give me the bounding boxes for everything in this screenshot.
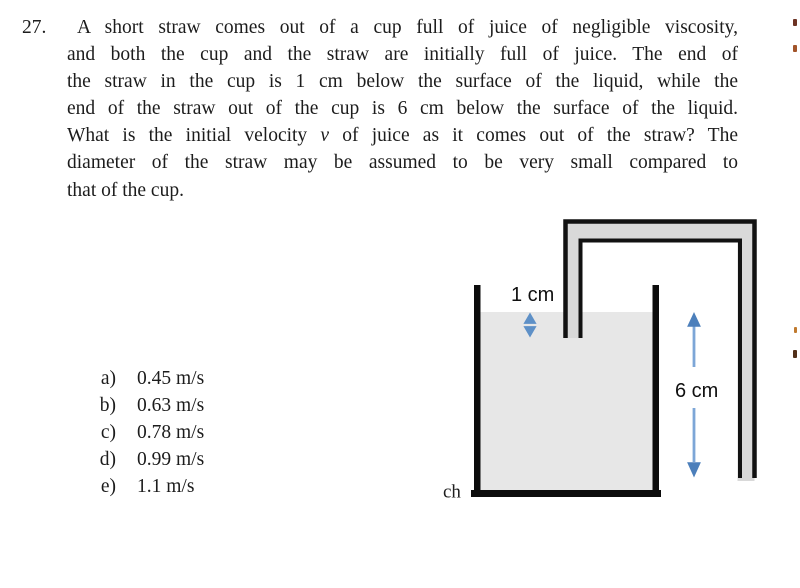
answer-options	[93, 366, 204, 501]
option-value: 0.45 m/s	[137, 368, 205, 389]
option-letter: e)	[100, 475, 116, 497]
page-edge-mark	[794, 327, 797, 333]
question-line: the straw in the cup is 1 cm below the surface of the liquid, while the	[67, 71, 738, 93]
option-row	[93, 393, 204, 420]
question-line: that of the cup.	[67, 179, 184, 201]
option-row	[93, 420, 204, 447]
six-cm-label: 6 cm	[675, 380, 719, 402]
cup-bottom	[471, 490, 661, 497]
corner-text: ch	[443, 481, 461, 503]
option-letter: d)	[99, 448, 116, 470]
option-letter: a)	[100, 368, 116, 389]
juice-liquid	[481, 312, 653, 491]
cup-right-wall	[653, 285, 660, 491]
option-row	[93, 366, 204, 393]
question-line: end of the straw out of the cup is 6 cm below the surface of the liquid.	[67, 98, 738, 120]
question-line: A short straw comes out of a cup full of juice of negligible viscosity,	[77, 17, 738, 38]
question-line-segment: of juice as it comes out of the straw? The	[329, 125, 738, 147]
option-row	[93, 447, 204, 474]
option-value: 0.78 m/s	[137, 421, 205, 443]
cup-left-wall	[474, 285, 481, 491]
six-cm-arrow-up	[687, 312, 701, 367]
six-cm-arrow-down	[687, 408, 701, 478]
cup-straw-diagram	[440, 190, 770, 512]
page-edge-mark	[793, 350, 797, 358]
page-edge-mark	[793, 19, 797, 26]
question-line: and both the cup and the straw are initially full of juice. The end of	[67, 44, 738, 66]
question-line	[67, 122, 738, 149]
question-line-segment: What is the initial velocity	[67, 125, 321, 147]
option-letter: c)	[100, 421, 116, 443]
option-value: 1.1 m/s	[137, 475, 195, 497]
one-cm-label: 1 cm	[511, 284, 555, 306]
question-number: 27.	[22, 17, 47, 38]
question-line: diameter of the straw may be assumed to be very small compared to	[67, 152, 738, 174]
option-value: 0.63 m/s	[137, 394, 205, 416]
question-text	[67, 14, 738, 204]
option-row	[93, 474, 204, 501]
option-value: 0.99 m/s	[137, 448, 205, 470]
option-letter: b)	[99, 394, 116, 416]
velocity-variable: v	[320, 125, 330, 147]
page-edge-mark	[793, 45, 797, 52]
